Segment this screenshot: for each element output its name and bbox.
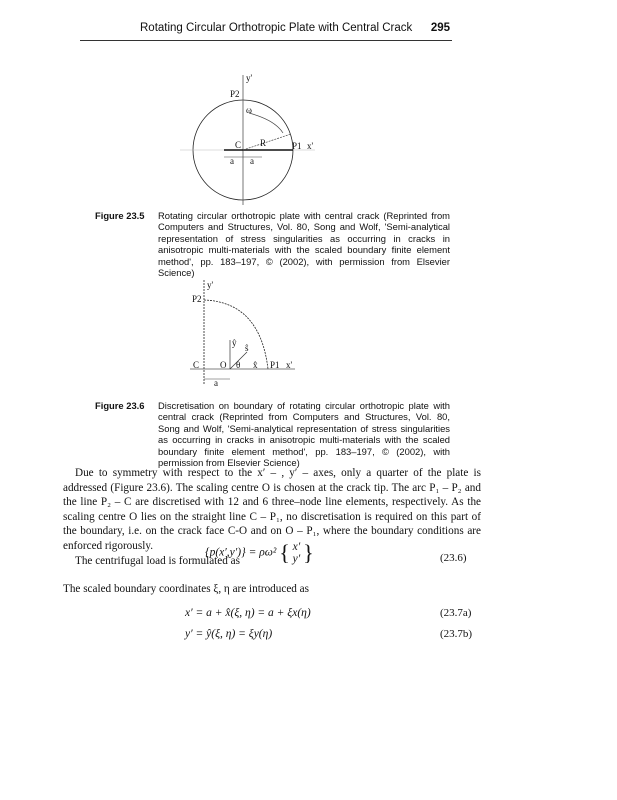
figure-23-5-caption	[95, 210, 450, 278]
fig2-label-theta: θ	[236, 360, 241, 370]
fig1-label-x: x'	[307, 141, 314, 151]
equation-23-7b: y′ = ŷ(ξ, η) = ξy(η)	[185, 628, 273, 640]
paragraph: Due to symmetry with respect to the x′ – , y′ – axes, only a quarter of the plate is addressed (Figure 23.6). The scaling centre O is chosen at the crack tip. The arc P₁ – P₂ and the line P₂ – C are discretised with 12 and 6 three–node line elements, respectively. As the scaling centre O lies on the straight line C – P₁, no discretisation is required on this part of the boundary, i.e. on the crack face C-O and on O – P₁, where the boundary conditions are enforced rigorously.	[63, 467, 481, 552]
page-number: 295	[430, 22, 450, 34]
header-rule	[80, 40, 452, 41]
vector-top: x′	[292, 541, 301, 553]
header-title: Rotating Circular Orthotropic Plate with Central Crack	[140, 22, 413, 34]
fig2-label-p2: P2	[192, 294, 202, 304]
equation-lhs: {p(x′,y′)} = ρω²	[205, 546, 277, 559]
equation-23-7a: x′ = a + x̂(ξ, η) = a + ξx(η)	[185, 607, 311, 619]
fig1-label-p1: P1	[292, 141, 302, 151]
fig1-label-omega: ω	[246, 105, 252, 115]
fig2-label-c: C	[193, 360, 200, 370]
fig1-label-r: R	[260, 138, 267, 148]
fig1-label-y: y'	[246, 73, 253, 83]
paragraph: The scaled boundary coordinates ξ, η are introduced as	[63, 583, 309, 595]
body-text-2	[63, 582, 481, 597]
fig2-label-xhat: x̂	[253, 360, 258, 370]
caption-text: Discretisation on boundary of rotating circular orthotropic plate with central crack (Reprinted from Computers and Structures, Vol. 80, Song and Wolf, 'Semi-analytical representation of stress singularities as occurring in cracks in anisotropic multi-materials with the scaled boundary finite element method', pp. 183–197, © (2002), with permission from Elsevier Science)	[158, 400, 450, 469]
fig1-label-c: C	[235, 140, 242, 150]
fig1-label-a-right: a	[250, 156, 254, 166]
fig2-label-x: x'	[286, 360, 293, 370]
caption-text: Rotating circular orthotropic plate with central crack (Reprinted from Computers and Structures, Vol. 80, Song and Wolf, 'Semi-analytical representation of stress singularities as occurring in cracks in anisotropic multi-materials with the scaled boundary finite element method', pp. 183–197, © (2002), with permission from Elsevier Science)	[158, 210, 450, 279]
caption-label: Figure 23.6	[95, 400, 145, 411]
fig2-label-o: O	[220, 360, 227, 370]
figure-23-6-caption	[95, 400, 450, 468]
paragraph: The centrifugal load is formulated as	[75, 554, 240, 567]
caption-label: Figure 23.5	[95, 210, 145, 221]
figure-23-5-diagram	[180, 65, 320, 205]
equation-number: (23.6)	[440, 552, 467, 564]
equation-number: (23.7b)	[440, 628, 473, 640]
fig2-label-p1: P1	[270, 360, 280, 370]
figure-23-6-diagram	[190, 280, 310, 390]
fig2-label-shat: ŝ	[245, 343, 249, 353]
vector-bottom: y′	[292, 553, 301, 565]
fig2-label-y: y'	[207, 280, 214, 290]
equation-number: (23.7a)	[440, 607, 472, 619]
fig2-label-yhat: ŷ	[232, 338, 237, 348]
fig1-label-p2: P2	[230, 89, 240, 99]
equation-23-6: {p(x′,y′)} = ρω² { x′ y′ }	[205, 540, 314, 565]
fig2-label-a: a	[214, 378, 218, 388]
fig1-label-a-left: a	[230, 156, 234, 166]
